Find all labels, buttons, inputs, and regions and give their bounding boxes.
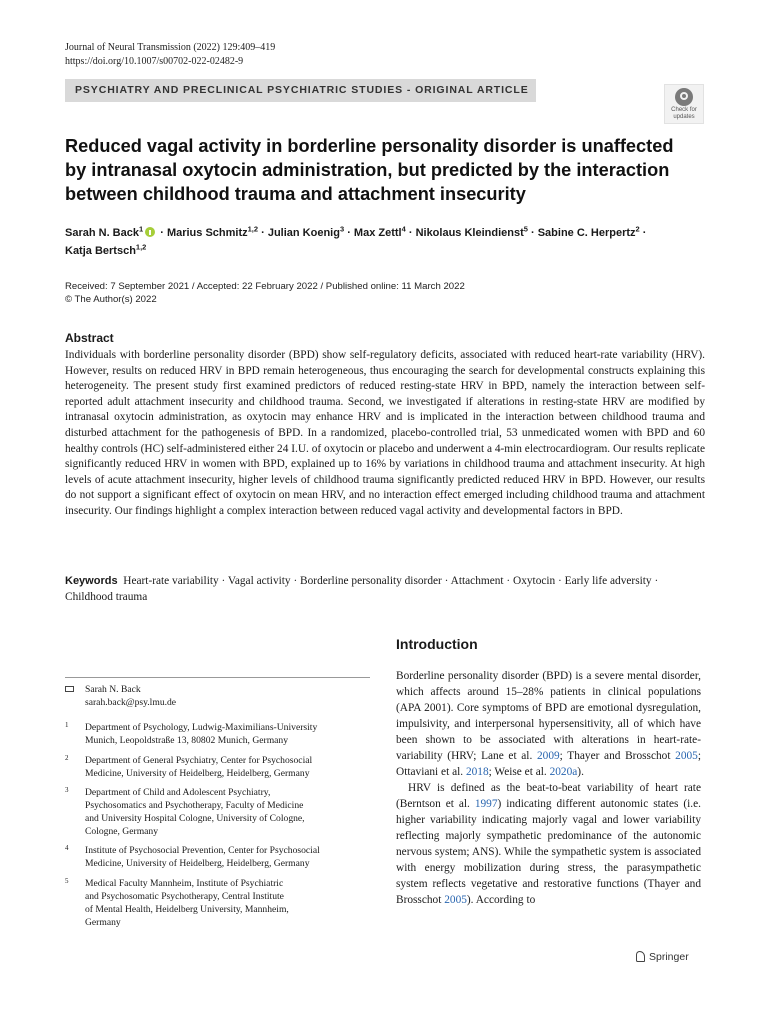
citation-link[interactable]: 2018 [465, 766, 489, 778]
intro-paragraph-2 [396, 780, 701, 908]
intro-text: HRV is defined as the beat-to-beat variability of heart rate (Berntson et al. [396, 782, 701, 810]
orcid-icon[interactable] [145, 227, 155, 237]
title-line: by intranasal oxytocin administration, but predicted by the interaction [65, 160, 670, 180]
affiliation-line: Cologne, Germany [85, 826, 159, 837]
intro-paragraph-1 [396, 668, 701, 780]
section-banner: PSYCHIATRY AND PRECLINICAL PSYCHIATRIC STUDIES - ORIGINAL ARTICLE [65, 79, 536, 102]
affiliation-line: and Psychosomatic Psychotherapy, Central Institute [85, 891, 284, 902]
publisher-name: Springer [649, 951, 689, 963]
citation-link[interactable]: 2009 [536, 750, 560, 762]
citation-link[interactable]: 2020a [549, 766, 578, 778]
author-affiliation-mark: 1,2 [247, 224, 259, 234]
affiliation-item [65, 754, 370, 780]
author-affiliation-mark: 4 [401, 224, 406, 234]
check-updates-label-2: updates [673, 114, 695, 120]
affiliation-number: 2 [65, 754, 69, 762]
affiliation-line: Department of Child and Adolescent Psychiatry, [85, 787, 271, 798]
introduction-body [396, 668, 701, 908]
affiliation-number: 4 [65, 844, 69, 852]
affiliation-line: Department of Psychology, Ludwig-Maximilians-University [85, 722, 318, 733]
intro-text: ) indicating different autonomic states (i.e. higher variability indicating majorly vagal and lower variability reflecting majorly sympathetic predominance of the autonomic nervous system; ANS). While the sympathetic system is associated with energy mobilization during stress, the parasympathetic system reflects vegetative and restorative functions (Thayer and Brosschot [396, 798, 701, 906]
affiliation-item [65, 721, 370, 747]
introduction-heading: Introduction [396, 636, 478, 652]
author-name: Marius Schmitz [166, 227, 248, 239]
author-affiliation-mark: 5 [523, 224, 528, 234]
author-name: Julian Koenig [267, 227, 340, 239]
intro-text: ; Thayer and Brosschot [559, 750, 676, 762]
check-for-updates-badge[interactable] [664, 84, 704, 124]
citation-link[interactable]: 2005 [444, 894, 467, 906]
affiliation-item [65, 786, 370, 838]
corresponding-author-email[interactable]: sarah.back@psy.lmu.de [85, 697, 177, 708]
keywords [65, 573, 705, 605]
publication-history: Received: 7 September 2021 / Accepted: 22 February 2022 / Published online: 11 March 2022 [65, 281, 465, 292]
copyright-notice: © The Author(s) 2022 [65, 294, 157, 305]
abstract-text: Individuals with borderline personality disorder (BPD) show self-regulatory deficits, associated with reduced heart-rate variability (HRV). However, results on reduced HRV in BPD remain heterogeneous, thus encouraging the search for developmental constructs explaining this heterogeneity. The present study first examined predictors of reduced resting-state HRV in BPD, namely the interaction between self-reported adult attachment insecurity and childhood trauma. Second, we investigated if alterations in resting-state HRV are modified by intranasal oxytocin administration, as oxytocin may enhance HRV and is implicated in the interaction between childhood trauma and disturbed attachment for the pathogenesis of BPD. In a randomized, placebo-controlled trial, 53 unmedicated women with BPD and 60 healthy controls (HC) self-administered either 24 I.U. of oxytocin or placebo and underwent a 4-min electrocardiogram. Our results replicate significantly reduced HRV in women with BPD, explained up to 16% by variations in childhood trauma and attachment insecurity. At high levels of acute attachment insecurity, higher levels of childhood trauma significantly predicted reduced HRV in BPD. However, our results do not support a significant effect of oxytocin on mean HRV, and no interaction effect emerged including childhood trauma and attachment insecurity. Our findings highlight a complex interaction between reduced vagal activity and developmental factors in BPD. [65, 349, 705, 517]
citation-link[interactable]: 2005 [675, 750, 698, 762]
author-affiliation-mark: 1 [138, 224, 144, 234]
affiliation-line: Medicine, University of Heidelberg, Heidelberg, Germany [85, 768, 310, 779]
affiliation-number: 5 [65, 877, 69, 885]
title-line: between childhood trauma and attachment insecurity [65, 184, 526, 204]
abstract-heading: Abstract [65, 331, 114, 345]
check-updates-icon [675, 88, 693, 106]
author-name: Nikolaus Kleindienst [415, 227, 524, 239]
affiliation-number: 3 [65, 786, 69, 794]
intro-text: ; Weise et al. [488, 766, 550, 778]
doi-link[interactable]: https://doi.org/10.1007/s00702-022-02482-9 [65, 56, 244, 67]
author-affiliation-mark: 3 [339, 224, 345, 234]
keywords-text: Heart-rate variability · Vagal activity · Borderline personality disorder · Attachment · Oxytocin · Early life adversity · Childhood trauma [65, 575, 659, 603]
correspondence-block [65, 683, 176, 709]
corresponding-author-name: Sarah N. Back [85, 684, 141, 695]
author-list: Sarah N. Back$^1$ · Marius Schmitz$^{1,2}$ · Julian Koenig$^3$ · Max Zettl$^4$ · Nikolaus Kleindienst$^5$ · Sabine C. Herpertz$^2$ · Katja Bertsch$^{1,2}$ [65, 224, 647, 257]
intro-text: ). [577, 766, 584, 778]
intro-text: Borderline personality disorder (BPD) is a severe mental disorder, which affects around 15–28% patients in clinical populations (APA 2001). Core symptoms of BPD are emotional dysregulation, impulsivity, and interpersonal hypersensitivity, all of which have been shown to be associated with alterations in heart-rate-variability (HRV; Lane et al. [396, 670, 701, 762]
affiliation-line: Institute of Psychosocial Prevention, Center for Psychosocial [85, 845, 320, 856]
envelope-icon [65, 686, 74, 692]
springer-horse-icon [636, 951, 645, 962]
check-updates-label-1: Check for [671, 107, 697, 113]
footnote-divider [65, 677, 370, 678]
publisher-logo [636, 951, 689, 963]
affiliation-line: Psychosomatics and Psychotherapy, Faculty of Medicine [85, 800, 304, 811]
author-affiliation-mark: 2 [635, 224, 640, 234]
publication-dates [65, 280, 465, 306]
article-title [65, 134, 705, 206]
affiliation-line: Medicine, University of Heidelberg, Heidelberg, Germany [85, 858, 310, 869]
journal-header [65, 41, 275, 69]
affiliation-line: Department of General Psychiatry, Center for Psychosocial [85, 755, 313, 766]
title-line: Reduced vagal activity in borderline personality disorder is unaffected [65, 136, 674, 156]
affiliation-item [65, 877, 370, 929]
author-name: Katja Bertsch [65, 245, 136, 257]
author-name: Sarah N. Back [65, 227, 139, 239]
journal-citation: Journal of Neural Transmission (2022) 129:409–419 [65, 42, 276, 53]
affiliation-item [65, 844, 370, 870]
affiliation-line: Munich, Leopoldstraße 13, 80802 Munich, Germany [85, 735, 289, 746]
author-affiliation-mark: 1,2 [135, 242, 147, 252]
keywords-heading: Keywords [65, 575, 118, 587]
author-name: Sabine C. Herpertz [537, 227, 636, 239]
author-name: Max Zettl [353, 227, 402, 239]
citation-link[interactable]: 1997 [474, 798, 498, 810]
affiliation-line: Medical Faculty Mannheim, Institute of Psychiatric [85, 878, 284, 889]
affiliation-line: and University Hospital Cologne, University of Cologne, [85, 813, 305, 824]
affiliation-number: 1 [65, 721, 69, 729]
intro-text: ). According to [466, 894, 536, 906]
affiliation-line: Germany [85, 917, 121, 928]
affiliation-line: of Mental Health, Heidelberg University, Mannheim, [85, 904, 289, 915]
intro-text: ; Ottaviani et al. [396, 750, 701, 778]
